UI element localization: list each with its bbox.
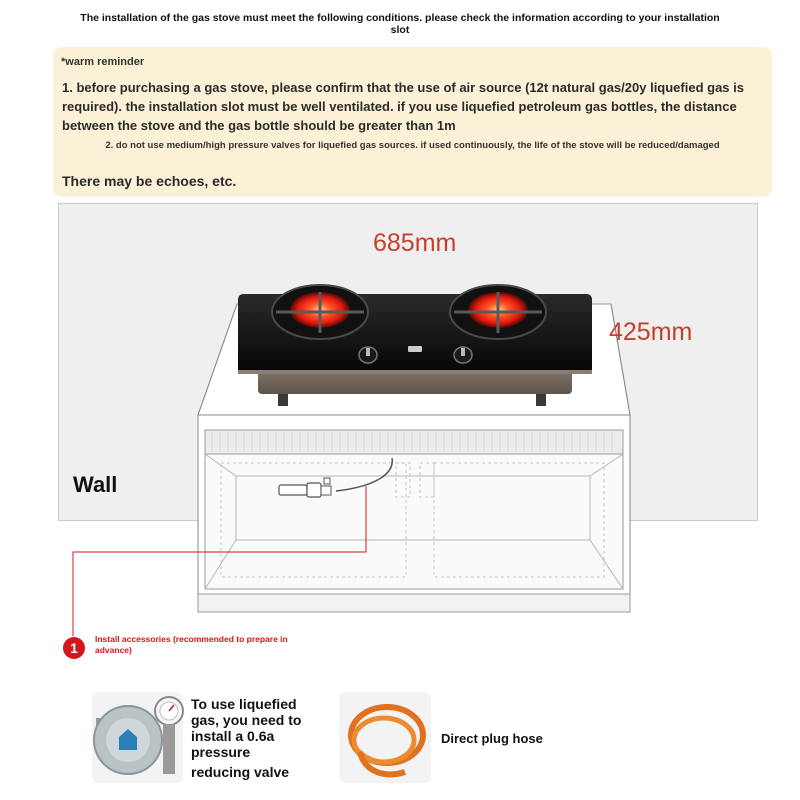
step-number-badge: 1 [63, 637, 85, 659]
valve-description-main: To use liquefied gas, you need to install a 0.6a pressure [191, 696, 302, 760]
valve-description [191, 696, 321, 780]
reminder-point-1: 1. before purchasing a gas stove, please confirm that the use of air source (12t natural gas/20y liquefied gas is required). the installation slot must be well ventilated. if you use liquefied petroleum gas bottles, the distance between the stove and the gas bottle should be greater than 1m [62, 80, 744, 133]
wall-label: Wall [73, 472, 118, 497]
gas-hose-icon [339, 692, 431, 783]
valve-description-last: reducing valve [191, 764, 290, 780]
installation-instruction: The installation of the gas stove must meet the following conditions. please check the information according to your installation slot [80, 12, 720, 36]
left-knob [359, 347, 377, 363]
cabinet-body [198, 415, 630, 612]
reminder-point-2: 2. do not use medium/high pressure valves for liquefied gas sources. if used continuously, the life of the stove will be reduced/damaged [105, 140, 720, 151]
hose-description: Direct plug hose [441, 731, 543, 746]
depth-dimension-label: 425mm [609, 318, 693, 346]
brand-logo [408, 346, 422, 352]
gas-stove [238, 285, 592, 406]
reminder-point-3: There may be echoes, etc. [62, 173, 237, 189]
pressure-reducing-valve-icon [92, 692, 183, 783]
right-burner [450, 285, 546, 339]
left-burner [272, 285, 368, 339]
width-dimension-label: 685mm [373, 229, 457, 257]
reminder-title: *warm reminder [61, 56, 145, 68]
install-accessories-note: Install accessories (recommended to prepare in advance) [95, 634, 288, 655]
right-knob [454, 347, 472, 363]
